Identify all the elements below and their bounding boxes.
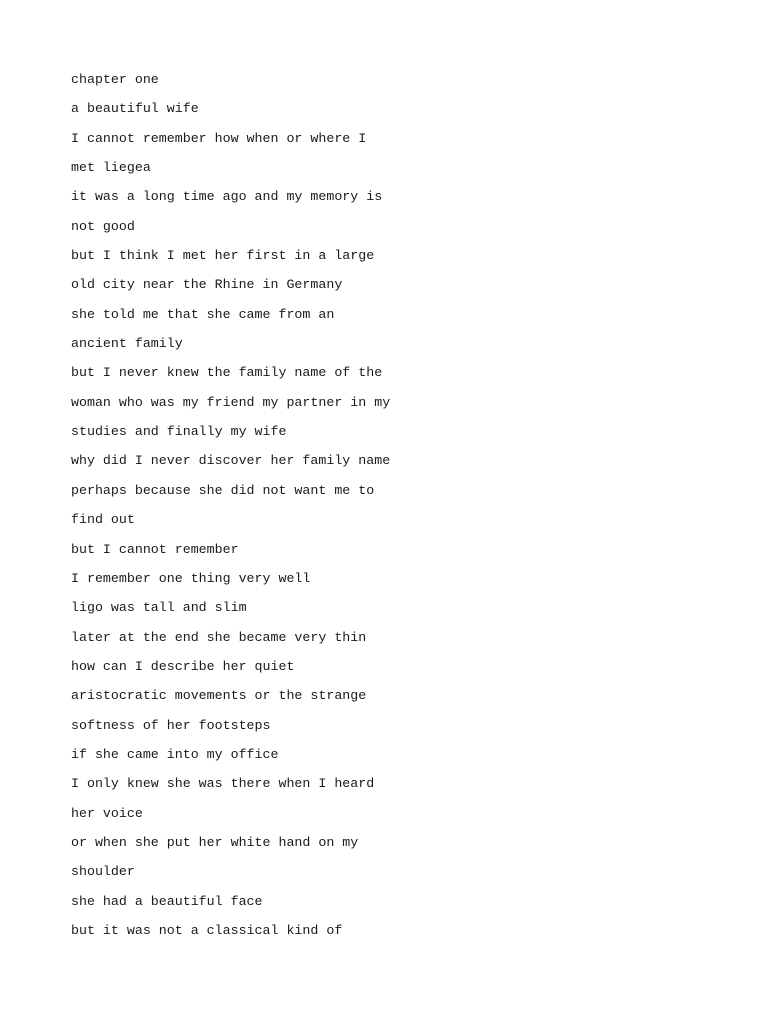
text-line: old city near the Rhine in Germany: [71, 277, 343, 293]
text-line: woman who was my friend my partner in my: [71, 394, 391, 410]
text-line: but it was not a classical kind of: [71, 922, 343, 938]
text-line: it was a long time ago and my memory is: [71, 189, 383, 205]
text-line: but I think I met her first in a large: [71, 248, 375, 264]
text-line: but I cannot remember: [71, 541, 239, 557]
text-line: I only knew she was there when I heard: [71, 776, 375, 792]
text-line: a beautiful wife: [71, 101, 199, 117]
text-line: she had a beautiful face: [71, 893, 263, 909]
text-line: ligo was tall and slim: [71, 600, 247, 616]
text-line: ancient family: [71, 336, 183, 352]
text-line: shoulder: [71, 864, 135, 880]
text-line: how can I describe her quiet: [71, 658, 295, 674]
text-line: why did I never discover her family name: [71, 453, 391, 469]
text-line: later at the end she became very thin: [71, 629, 367, 645]
text-line: chapter one: [71, 72, 159, 87]
text-line: or when she put her white hand on my: [71, 834, 359, 850]
text-line: I cannot remember how when or where I: [71, 130, 367, 146]
text-line: but I never knew the family name of the: [71, 365, 383, 381]
text-line: aristocratic movements or the strange: [71, 688, 367, 704]
text-line: she told me that she came from an: [71, 306, 335, 322]
text-line: met liegea: [71, 160, 151, 176]
text-line: softness of her footsteps: [71, 717, 271, 733]
text-line: find out: [71, 512, 135, 528]
document-page: [71, 70, 748, 950]
text-line: studies and finally my wife: [71, 424, 287, 440]
text-line: if she came into my office: [71, 746, 279, 762]
text-line: I remember one thing very well: [71, 570, 311, 586]
text-line: not good: [71, 218, 135, 234]
text-line: her voice: [71, 805, 143, 821]
text-line: perhaps because she did not want me to: [71, 482, 375, 498]
